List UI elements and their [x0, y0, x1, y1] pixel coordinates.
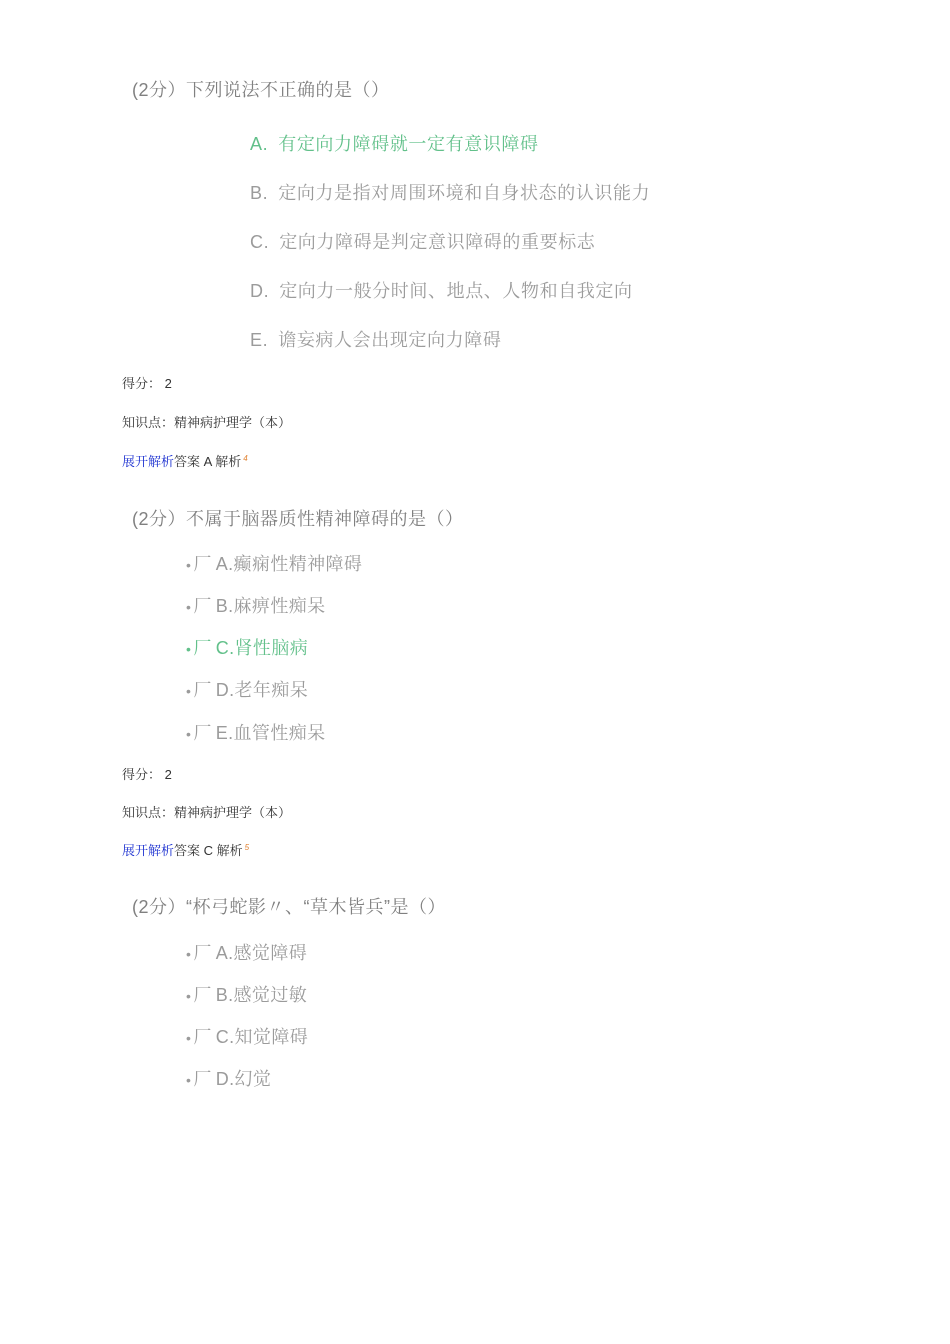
option-text: C.肾性脑病	[215, 638, 309, 658]
option-letter: D.	[250, 281, 270, 301]
expand-analysis-link[interactable]: 展开解析	[122, 843, 175, 858]
option-text: A.感觉障碍	[215, 943, 308, 963]
option-text: B.感觉过敏	[215, 985, 308, 1005]
option-letter: A.	[250, 134, 269, 154]
question-1-option-a[interactable]	[250, 130, 539, 156]
bullet-icon: •	[186, 641, 192, 657]
question-2-option-a[interactable]	[186, 550, 362, 576]
expand-analysis-link[interactable]: 展开解析	[122, 454, 175, 469]
question-3-option-d[interactable]	[186, 1065, 271, 1091]
bullet-icon: •	[186, 988, 192, 1004]
option-text: E.血管性痴呆	[215, 723, 326, 743]
option-letter: E.	[250, 330, 269, 350]
option-text: 有定向力障碍就一定有意识障碍	[278, 134, 539, 154]
option-text: 定向力障碍是判定意识障碍的重要标志	[279, 232, 596, 252]
question-3-title: (2分）“杯弓蛇影〃、“草木皆兵”是（）	[132, 897, 446, 917]
option-text: B.麻痹性痴呆	[215, 596, 326, 616]
answer-text: 答案 C 解析	[174, 843, 243, 858]
question-3-option-c[interactable]	[186, 1023, 308, 1049]
bullet-icon: •	[186, 946, 192, 962]
bullet-icon: •	[186, 683, 192, 699]
option-text: A.癫痫性精神障碍	[215, 554, 363, 574]
option-letter: B.	[250, 183, 269, 203]
bullet-icon: •	[186, 726, 192, 742]
question-3-option-b[interactable]	[186, 981, 307, 1007]
bullet-icon: •	[186, 1030, 192, 1046]
bullet-icon: •	[186, 557, 192, 573]
question-2-option-b[interactable]	[186, 592, 326, 618]
question-1-score: 得分： 2	[122, 376, 172, 391]
bullet-icon: •	[186, 1072, 192, 1088]
question-2-knowledge: 知识点：精神病护理学（本）	[122, 805, 292, 820]
option-text: C.知觉障碍	[215, 1027, 309, 1047]
question-2-title: (2分）不属于脑器质性精神障碍的是（）	[132, 509, 464, 529]
question-1-option-d[interactable]	[250, 277, 633, 303]
question-2-score: 得分： 2	[122, 767, 172, 782]
checkbox-icon[interactable]: 厂	[193, 723, 212, 743]
question-1-option-c[interactable]	[250, 228, 595, 254]
option-text: D.幻觉	[215, 1069, 272, 1089]
footnote-mark: 4	[243, 453, 248, 463]
checkbox-icon[interactable]: 厂	[193, 638, 212, 658]
answer-text: 答案 A 解析	[174, 454, 242, 469]
question-1-title: (2分）下列说法不正确的是（）	[132, 80, 390, 100]
question-1-knowledge: 知识点：精神病护理学（本）	[122, 415, 292, 430]
checkbox-icon[interactable]: 厂	[193, 1069, 212, 1089]
option-text: 谵妄病人会出现定向力障碍	[278, 330, 502, 350]
option-letter: C.	[250, 232, 270, 252]
option-text: 定向力一般分时间、地点、人物和自我定向	[279, 281, 633, 301]
question-2-option-e[interactable]	[186, 719, 326, 745]
checkbox-icon[interactable]: 厂	[193, 985, 212, 1005]
option-text: D.老年痴呆	[215, 680, 309, 700]
question-3-option-a[interactable]	[186, 939, 307, 965]
checkbox-icon[interactable]: 厂	[193, 943, 212, 963]
question-1-option-b[interactable]	[250, 179, 650, 205]
checkbox-icon[interactable]: 厂	[193, 596, 212, 616]
question-1-analysis-row	[122, 451, 248, 470]
checkbox-icon[interactable]: 厂	[193, 680, 212, 700]
checkbox-icon[interactable]: 厂	[193, 1027, 212, 1047]
question-2-option-d[interactable]	[186, 676, 308, 702]
question-1-option-e[interactable]	[250, 326, 501, 352]
question-2-analysis-row	[122, 840, 249, 859]
option-text: 定向力是指对周围环境和自身状态的认识能力	[278, 183, 651, 203]
question-2-option-c[interactable]	[186, 634, 308, 660]
bullet-icon: •	[186, 599, 192, 615]
checkbox-icon[interactable]: 厂	[193, 554, 212, 574]
footnote-mark: 5	[244, 842, 250, 852]
